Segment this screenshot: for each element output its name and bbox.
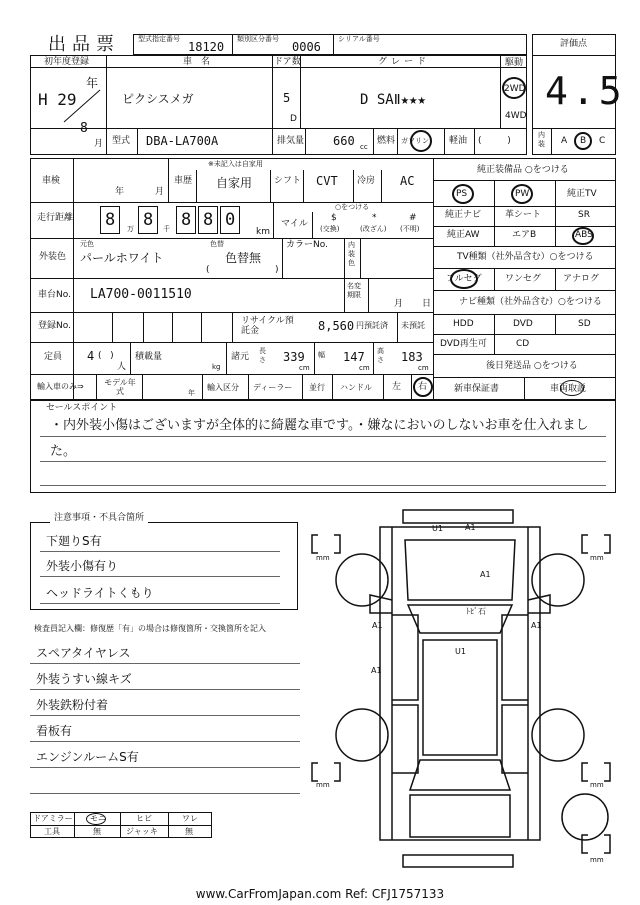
inspector-note-5: エンジンルームS有 — [36, 750, 139, 764]
model-year-label: モデル年式 — [104, 378, 136, 396]
doors-value: 5 — [283, 91, 291, 105]
equip-pw: PW — [515, 189, 530, 199]
interior-label: 内装 — [538, 131, 545, 148]
shift-label: シフト — [274, 176, 302, 186]
displacement-label: 排気量 — [277, 136, 305, 146]
mileage-label: 走行距離 — [37, 213, 74, 223]
glass-monitor: モニ — [90, 814, 106, 823]
interior-grade-b: B — [580, 136, 587, 146]
note-3: ヘッドライトくもり — [46, 586, 154, 600]
equip-sr: SR — [578, 210, 590, 220]
equip-tv: 純正TV — [567, 189, 597, 199]
first-reg-label: 初年度登録 — [44, 57, 90, 67]
equip-aw: 純正AW — [447, 230, 480, 240]
car-name-value: ピクシスメガ — [122, 92, 194, 106]
jack-value: 無 — [185, 827, 193, 836]
glass-broken: ワレ — [182, 814, 198, 823]
handle-right: 右 — [418, 382, 428, 392]
mm-fr: mm — [590, 554, 604, 562]
title-expiry-label: 名変期限 — [347, 282, 361, 299]
meter-mod-symbol: * — [372, 213, 377, 223]
docs-header: 後日発送品 ○をつける — [486, 361, 578, 371]
displacement-value: 660 — [333, 134, 355, 148]
inspector-note-3: 外装鉄粉付着 — [36, 698, 109, 712]
capacity-value: 4 — [87, 349, 95, 363]
first-reg-year: H 29 — [38, 90, 77, 109]
width-label: 幅 — [318, 351, 325, 359]
shift-value: CVT — [316, 174, 338, 188]
drive-label: 駆動 — [505, 58, 524, 68]
score-label: 評価点 — [560, 39, 588, 49]
tv-fullseg: フルセグ — [446, 274, 482, 284]
inspection-label: 車検 — [42, 176, 61, 186]
footer-ref: www.CarFromJapan.com Ref: CFJ1757133 — [195, 887, 445, 901]
mark-a1-rear-door: A1 — [371, 666, 382, 675]
note-2: 外装小傷有り — [46, 559, 119, 573]
sales-box — [30, 400, 616, 493]
handle-left: 左 — [392, 382, 402, 392]
sales-line-1: ・内外装小傷はございますが全体的に綺麗な車です。・嫌なにおいのしないお車を仕入れまし — [50, 418, 589, 433]
mileage-digit-5: 0 — [225, 210, 236, 230]
interior-grade-a: A — [561, 136, 568, 146]
capacity-label: 定員 — [44, 352, 63, 362]
mileage-digit-3: 8 — [181, 210, 192, 230]
mark-u1-roof: U1 — [455, 647, 466, 656]
tv-header: TV種類（社外品含む）○をつける — [457, 252, 594, 262]
mark-chip: ﾄﾋﾞ石 — [466, 607, 486, 616]
mark-a1-front: A1 — [465, 523, 476, 532]
notes-label: 注意事項・不具合箇所 — [50, 514, 148, 523]
sheet-title: 出品票 — [48, 34, 120, 55]
inspector-note-4: 看板有 — [36, 724, 73, 738]
inspection-month-unit: 月 — [155, 187, 165, 197]
score-value: 4.5 — [545, 69, 626, 113]
jack-label: ジャッキ — [126, 827, 158, 836]
meter-hint: ○をつける — [335, 203, 370, 211]
height-value: 183 — [401, 350, 423, 364]
sales-line-2: た。 — [50, 444, 77, 459]
mm-rr: mm — [590, 781, 604, 789]
meter-swap-symbol: $ — [331, 213, 337, 223]
mark-a1-hood: A1 — [480, 570, 491, 579]
diesel-label: 軽油 — [449, 136, 468, 146]
car-diagram — [300, 505, 620, 875]
doors-label: ドア数 — [274, 57, 301, 67]
length-value: 339 — [283, 350, 305, 364]
docs-manual: 車両取説 — [550, 384, 587, 394]
handle-label: ハンドル — [340, 383, 372, 392]
width-unit: cm — [359, 364, 370, 372]
mark-u1-front: U1 — [432, 524, 443, 533]
color-value: パールホワイト — [80, 251, 164, 265]
import-parallel: 並行 — [309, 383, 325, 392]
model-cert-label: 型式指定番号 — [138, 35, 180, 43]
inspector-note-1: スペアタイヤレス — [36, 646, 131, 660]
mark-a1-right-door: A1 — [531, 621, 542, 630]
width-value: 147 — [343, 350, 365, 364]
repaint-value: 色替無 — [225, 251, 262, 265]
mileage-unit: km — [256, 227, 270, 237]
tools-value: 無 — [93, 827, 101, 836]
year-unit: 年 — [86, 76, 99, 90]
tools-label: 工具 — [44, 827, 60, 836]
height-unit: cm — [418, 364, 429, 372]
model-label: 型式 — [112, 136, 131, 146]
model-year-unit: 年 — [188, 389, 195, 397]
nav-hdd: HDD — [453, 319, 474, 329]
month-unit: 月 — [94, 139, 104, 149]
drive-4wd: 4WD — [505, 111, 527, 121]
chassis-value: LA700-0011510 — [90, 287, 192, 302]
mm-fl: mm — [316, 554, 330, 562]
equipment-header: 純正装備品 ○をつける — [477, 165, 569, 175]
car-history-value: 自家用 — [216, 176, 253, 190]
nav-header: ナビ種類（社外品含む）○をつける — [459, 297, 602, 307]
recycle-unpaid: 未預託 — [401, 321, 425, 330]
capacity-unit: 人 — [117, 362, 127, 372]
interior-color-label: 内装色 — [348, 241, 355, 267]
tv-oneseg: ワンセグ — [505, 274, 542, 284]
mileage-digit-4: 8 — [203, 210, 214, 230]
drive-2wd-circle — [502, 77, 526, 99]
note-1: 下廻りS有 — [46, 534, 102, 548]
import-dealer: ディーラー — [253, 383, 293, 392]
equip-navi: 純正ナビ — [445, 210, 482, 220]
load-unit: kg — [212, 363, 221, 371]
docs-warranty: 新車保証書 — [454, 384, 500, 394]
mark-a1-left-door: A1 — [372, 621, 383, 630]
mileage-1k: 千 — [163, 225, 170, 233]
meter-unknown-symbol: # — [409, 213, 417, 223]
fuel-label: 燃料 — [377, 136, 396, 146]
equip-airbag: エアB — [512, 230, 537, 240]
load-label: 積載量 — [135, 352, 163, 362]
tv-analog: アナログ — [563, 274, 600, 284]
meter-swap: (交換) — [320, 225, 340, 233]
repaint-label: 色替 — [210, 240, 224, 248]
color-label: 外装色 — [39, 252, 67, 262]
equip-abs: ABS — [575, 230, 593, 240]
meter-label: マイル — [281, 219, 308, 229]
sales-label: セールスポイント — [46, 403, 118, 413]
dvd-play: DVD再生可 — [440, 339, 487, 349]
category-label: 類別区分番号 — [237, 35, 279, 43]
grade-value: D SAⅡ★★★ — [360, 92, 426, 108]
interior-grade-c: C — [599, 136, 606, 146]
mm-rl: mm — [316, 781, 330, 789]
fuel-value: ガソリン — [401, 137, 429, 145]
cd-label: CD — [516, 339, 530, 349]
car-history-label: 車歴 — [174, 176, 193, 186]
doors-type: D — [290, 114, 297, 124]
equip-leather: 革シート — [505, 210, 542, 220]
car-history-note: ※未記入は自家用 — [208, 160, 263, 168]
nav-dvd: DVD — [513, 319, 533, 329]
dims-label: 諸元 — [231, 352, 250, 362]
inspector-note-2: 外装うすい線キズ — [36, 672, 132, 686]
import-type-label: 輸入区分 — [207, 383, 239, 392]
handle-right-circle — [413, 377, 433, 397]
fuel-circle — [410, 130, 432, 152]
glass-mirror: ドアミラー — [33, 814, 73, 823]
model-value: DBA-LA700A — [146, 134, 219, 148]
recycle-label: リサイクル預託金 — [241, 316, 294, 336]
interior-grade-circle — [574, 132, 592, 150]
meter-mod: (改ざん) — [360, 225, 387, 233]
ac-value: AC — [400, 174, 415, 188]
mileage-digit-2: 8 — [143, 210, 154, 230]
ac-label: 冷房 — [357, 176, 376, 186]
recycle-value: 8,560 — [318, 319, 355, 333]
length-label: 長さ — [259, 347, 266, 364]
meter-unknown: (不明) — [400, 225, 420, 233]
inspection-year-unit: 年 — [115, 187, 125, 197]
displacement-unit: cc — [360, 143, 368, 151]
drive-2wd: 2WD — [504, 84, 526, 94]
first-reg-month: 8 — [80, 121, 88, 136]
model-cert-value: 18120 — [188, 40, 225, 54]
mm-spare: mm — [590, 856, 604, 864]
reg-label: 登録No. — [38, 321, 71, 331]
inspector-label: 検査員記入欄：修復歴「有」の場合は修復箇所・交換箇所を記入 — [34, 624, 266, 633]
category-value: 0006 — [292, 40, 321, 54]
mileage-digit-1: 8 — [105, 210, 116, 230]
length-unit: cm — [299, 364, 310, 372]
equip-ps: PS — [456, 189, 468, 199]
orig-color-label: 元色 — [80, 240, 94, 248]
recycle-suffix: 円預託済 — [356, 321, 388, 330]
chassis-label: 車台No. — [38, 290, 71, 300]
car-name-label: 車 名 — [183, 57, 211, 67]
nav-sd: SD — [578, 319, 591, 329]
height-label: 高さ — [377, 347, 384, 364]
serial-label: シリアル番号 — [338, 35, 380, 43]
import-label: 輸入車のみ⇒ — [37, 382, 84, 391]
grade-label: グレード — [378, 57, 431, 67]
glass-crack: ヒビ — [136, 814, 152, 823]
mileage-10k: 万 — [127, 225, 134, 233]
color-no-label: カラーNo. — [286, 240, 328, 250]
